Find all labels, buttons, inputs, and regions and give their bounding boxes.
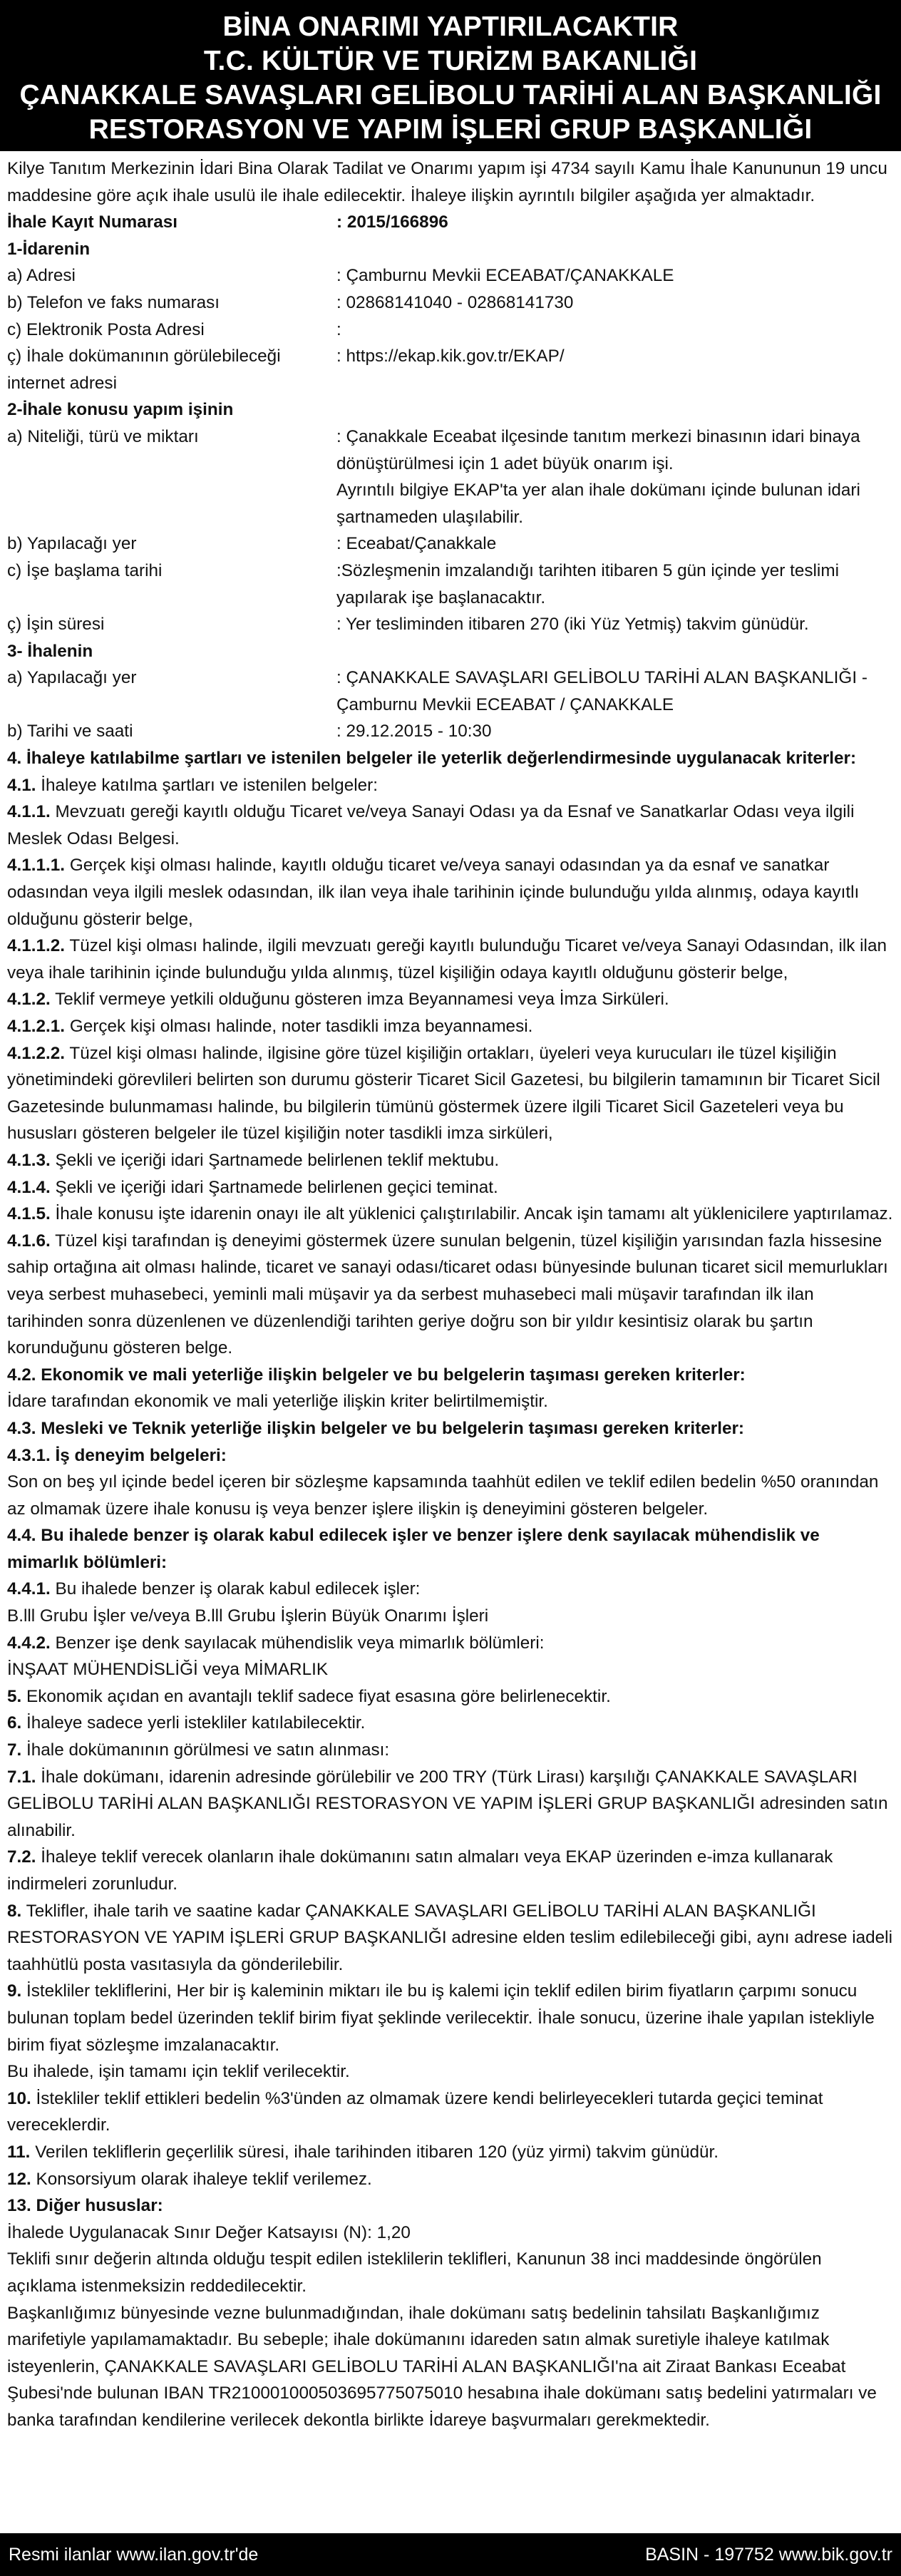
tender-location-row <box>7 664 894 718</box>
section-text: Konsorsiyum olarak ihaleye teklif verilemez. <box>31 2169 372 2189</box>
section-text: İhale dokümanı, idarenin adresinde görülebilir ve 200 TRY (Türk Lirası) karşılığı ÇANAKKALE SAVAŞLARI GELİBOLU TARİHİ ALAN BAŞKANLIĞI RESTORASYON VE YAPIM İŞLERİ GRUP BAŞKANLIĞI adresinden satın alınabilir. <box>7 1767 888 1840</box>
section-paragraph <box>7 1147 894 1174</box>
row-label: c) İşe başlama tarihi <box>7 560 163 580</box>
section-paragraph <box>7 2220 894 2247</box>
work-nature-row <box>7 424 894 530</box>
tender-registration-row <box>7 209 894 236</box>
section-paragraph <box>7 986 894 1013</box>
section-number: 4.1.4. <box>7 1177 51 1197</box>
registration-value: : 2015/166896 <box>336 212 448 232</box>
section-number: 4.4.2. <box>7 1633 51 1653</box>
section-paragraph <box>7 852 894 933</box>
section-number: 10. <box>7 2088 31 2108</box>
section-text: 4.2. Ekonomik ve mali yeterliğe ilişkin belgeler ve bu belgelerin taşıması gereken kriterler: <box>7 1365 746 1385</box>
row-label: b) Tarihi ve saati <box>7 722 133 742</box>
section-number: 4.1.2. <box>7 990 51 1010</box>
section-paragraph <box>7 2058 894 2085</box>
section-paragraph <box>7 1415 894 1442</box>
section-paragraph <box>7 1362 894 1389</box>
section-paragraph <box>7 1683 894 1710</box>
section-text: İhaleye katılma şartları ve istenilen belgeler: <box>36 775 378 795</box>
section-paragraph <box>7 1898 894 1979</box>
section-number: 5. <box>7 1686 22 1706</box>
notice-footer <box>0 2533 901 2576</box>
section-paragraph <box>7 1013 894 1040</box>
header-line-1: BİNA ONARIMI YAPTIRILACAKTIR <box>222 11 679 42</box>
section-number: 4.1.1. <box>7 802 51 822</box>
section-number: 12. <box>7 2169 31 2189</box>
section-text: Son on beş yıl içinde bedel içeren bir sözleşme kapsamında taahhüt edilen ve teklif edilen bedelin %50 oranından az olmamak üzere ihale konusu iş veya benzer işlere ilişkin iş deneyimini gösteren belgeler. <box>7 1472 879 1519</box>
section-paragraph <box>7 1040 894 1147</box>
section-text: Tüzel kişi olması halinde, ilgisine göre tüzel kişiliğin ortakları, üyeleri veya kurucuları ile tüzel kişiliğin yönetimindeki görevlileri belirten son durumu gösterir Ticaret Sicil Gazetesi, bu bilgilerin tamamının bir Ticaret Sicil Gazetesinde bulunmaması halinde, bu bilgilerin tümünü göstermek üzere ilgili Ticaret Sicil Gazeteleri veya bu hususları gösteren belgeler ile tüzel kişiliğin noter tasdikli imza sirküleri, <box>7 1043 880 1144</box>
section-text: İdare tarafından ekonomik ve mali yeterliğe ilişkin kriter belirtilmemiştir. <box>7 1392 548 1412</box>
section-paragraph <box>7 772 894 799</box>
row-label: b) Telefon ve faks numarası <box>7 292 220 312</box>
header-line-4: RESTORASYON VE YAPIM İŞLERİ GRUP BAŞKANLIĞI <box>88 114 813 145</box>
section-paragraph <box>7 1174 894 1201</box>
section-paragraph <box>7 2139 894 2166</box>
section-text: Verilen tekliflerin geçerlilik süresi, ihale tarihinden itibaren 120 (yüz yirmi) takvim günüdür. <box>30 2142 719 2162</box>
work-nature-note: Ayrıntılı bilgiye EKAP'ta yer alan ihale dokümanı içinde bulunan idari şartnameden ulaşılabilir. <box>336 481 860 527</box>
section-text: Tüzel kişi olması halinde, ilgili mevzuatı gereği kayıtlı bulunduğu Ticaret ve/veya Sanayi Odasından, ilk ilan veya ihale tarihinin içinde bulunduğu yılda alınmış, tüzel kişiliğin odaya kayıtlı olduğunu gösterir belge, <box>7 936 887 982</box>
section-number: 4.1.1.2. <box>7 936 66 956</box>
section-paragraph <box>7 1656 894 1683</box>
section-paragraph <box>7 2192 894 2220</box>
row-label: b) Yapılacağı yer <box>7 534 137 554</box>
header-line-3: ÇANAKKALE SAVAŞLARI GELİBOLU TARİHİ ALAN BAŞKANLIĞI <box>19 80 882 111</box>
conditions-sections <box>7 745 894 2433</box>
section-paragraph <box>7 799 894 852</box>
section-paragraph <box>7 1844 894 1897</box>
section-text: İNŞAAT MÜHENDİSLİĞİ veya MİMARLIK <box>7 1660 329 1680</box>
work-heading: 2-İhale konusu yapım işinin <box>7 400 234 420</box>
section-text: Teklifler, ihale tarih ve saatine kadar ÇANAKKALE SAVAŞLARI GELİBOLU TARİHİ ALAN BAŞKANLIĞI RESTORASYON VE YAPIM İŞLERİ GRUP BAŞKANLIĞI adresine elden teslim edilebileceği gibi, aynı adrese iadeli taahhütlü posta vasıtasıyla da gönderilebilir. <box>7 1901 892 1974</box>
section-paragraph <box>7 1201 894 1228</box>
row-value: : https://ekap.kik.gov.tr/EKAP/ <box>336 347 565 366</box>
section-paragraph <box>7 933 894 986</box>
section-number: 4.1.2.1. <box>7 1017 66 1036</box>
section-text: Benzer işe denk sayılacak mühendislik veya mimarlık bölümleri: <box>50 1633 545 1653</box>
row-value: : 29.12.2015 - 10:30 <box>336 722 492 742</box>
row-label: ç) İhale dokümanının görülebileceği internet adresi <box>7 347 281 393</box>
section-number: 4.4.1. <box>7 1579 51 1599</box>
section-text: 13. Diğer hususlar: <box>7 2196 163 2216</box>
section-paragraph <box>7 745 894 772</box>
section-text: Bu ihalede, işin tamamı için teklif verilecektir. <box>7 2062 350 2082</box>
row-label: c) Elektronik Posta Adresi <box>7 319 205 339</box>
administration-heading: 1-İdarenin <box>7 239 91 259</box>
section-paragraph <box>7 1228 894 1362</box>
section-text: Şekli ve içeriği idari Şartnamede belirlenen teklif mektubu. <box>50 1150 500 1170</box>
section-text: Teklifi sınır değerin altında olduğu tespit edilen isteklilerin teklifleri, Kanunun 38 inci maddesinde öngörülen açıklama istenmeksizin reddedilecektir. <box>7 2249 822 2296</box>
footer-left-text: Resmi ilanlar www.ilan.gov.tr'de <box>9 2545 259 2565</box>
row-value <box>336 424 894 530</box>
section-text: Ekonomik açıdan en avantajlı teklif sadece fiyat esasına göre belirlenecektir. <box>21 1686 611 1706</box>
section-text: Teklif vermeye yetkili olduğunu gösteren imza Beyannamesi veya İmza Sirküleri. <box>50 990 669 1010</box>
section-paragraph <box>7 1469 894 1522</box>
work-location-row <box>7 530 894 558</box>
section-number: 4.1.5. <box>7 1204 51 1224</box>
section-text: Gerçek kişi olması halinde, kayıtlı olduğu ticaret ve/veya sanayi odasından ya da esnaf ve sanatkar odasından veya ilgili meslek odasından, ilk ilan veya ihale tarihinin içinde bulunduğu yılda alınmış, odaya kayıtlı olduğunu gösterir belge, <box>7 856 860 929</box>
row-label: a) Adresi <box>7 266 76 286</box>
tender-date-row <box>7 718 894 745</box>
section-text: İhaleye sadece yerli istekliler katılabilecektir. <box>21 1713 366 1733</box>
registration-label: İhale Kayıt Numarası <box>7 212 178 232</box>
section-text: 4.4. Bu ihalede benzer iş olarak kabul edilecek işler ve benzer işlere denk sayılacak mühendislik ve mimarlık bölümleri: <box>7 1526 820 1572</box>
intro-paragraph: Kilye Tanıtım Merkezinin İdari Bina Olarak Tadilat ve Onarımı yapım işi 4734 sayılı Kamu İhale Kanununun 19 uncu maddesine göre açık ihale usulü ile ihale edilecektir. İhaleye ilişkin ayrıntılı bilgiler aşağıda yer almaktadır. <box>7 159 887 205</box>
section-number: 4.1.3. <box>7 1150 51 1170</box>
section-text: Gerçek kişi olması halinde, noter tasdikli imza beyannamesi. <box>65 1017 533 1036</box>
notice-body <box>7 155 894 2515</box>
work-nature-value: : Çanakkale Eceabat ilçesinde tanıtım merkezi binasının idari binaya dönüştürülmesi için 1 adet büyük onarım işi. <box>336 426 860 473</box>
row-value: : Çamburnu Mevkii ECEABAT/ÇANAKKALE <box>336 266 674 286</box>
section-text: Mevzuatı gereği kayıtlı olduğu Ticaret ve/veya Sanayi Odası ya da Esnaf ve Sanatkarlar Odası veya ilgili Meslek Odası Belgesi. <box>7 802 855 848</box>
section-paragraph <box>7 1737 894 1764</box>
section-text: 4. İhaleye katılabilme şartları ve istenilen belgeler ile yeterlik değerlendirmesinde uygulanacak kriterler: <box>7 749 857 769</box>
section-paragraph <box>7 1603 894 1630</box>
administration-address-row <box>7 262 894 289</box>
row-value: : 02868141040 - 02868141730 <box>336 292 574 312</box>
row-value: : Eceabat/Çanakkale <box>336 534 497 554</box>
section-text: B.lll Grubu İşler ve/veya B.lll Grubu İşlerin Büyük Onarımı İşleri <box>7 1606 489 1626</box>
row-label: a) Yapılacağı yer <box>7 668 137 688</box>
section-paragraph <box>7 2166 894 2193</box>
section-paragraph <box>7 1522 894 1576</box>
section-paragraph <box>7 1978 894 2058</box>
section-text: Şekli ve içeriği idari Şartnamede belirlenen geçici teminat. <box>50 1177 498 1197</box>
footer-right-text: BASIN - 197752 www.bik.gov.tr <box>645 2545 892 2565</box>
section-paragraph <box>7 1388 894 1415</box>
notice-header <box>0 0 901 151</box>
section-text: İhalede Uygulanacak Sınır Değer Katsayısı (N): 1,20 <box>7 2222 411 2242</box>
section-text: İhale dokümanının görülmesi ve satın alınması: <box>21 1740 390 1760</box>
section-number: 4.1. <box>7 775 36 795</box>
section-paragraph <box>7 1764 894 1844</box>
section-paragraph <box>7 1576 894 1603</box>
row-label: a) Niteliği, türü ve miktarı <box>7 426 199 446</box>
work-duration-row <box>7 611 894 638</box>
section-text: Bu ihalede benzer iş olarak kabul edilecek işler: <box>50 1579 421 1599</box>
section-number: 4.1.1.1. <box>7 856 66 876</box>
work-start-row <box>7 558 894 611</box>
section-paragraph <box>7 1442 894 1469</box>
section-number: 11. <box>7 2142 31 2162</box>
section-text: Tüzel kişi tarafından iş deneyimi göstermek üzere sunulan belgenin, tüzel kişiliğin yarısından fazla hissesine sahip ortağına ait olması halinde, ticaret ve sanayi odası/ticaret odası bünyesinde bulunan ticaret sicil memurlukları veya serbest muhasebeci, yeminli mali müşavir ya da serbest muhasebeci mali müşavir tarafından ilk ilan tarihinden sonra düzenlenen ve düzenlendiği tarihten geriye doğru son bir yıldır kesintisiz olarak bu şartın korunduğunu gösteren belge. <box>7 1231 888 1358</box>
section-text: Başkanlığımız bünyesinde vezne bulunmadığından, ihale dokümanı satış bedelinin tahsilatı Başkanlığımız marifetiyle yapılamamaktadır. Bu sebeple; ihale dokümanını idareden satın almak suretiyle ihaleye katılmak isteyenlerin, ÇANAKKALE SAVAŞLARI GELİBOLU TARİHİ ALAN BAŞKANLIĞI'na ait Ziraat Bankası Eceabat Şubesi'nde bulunan IBAN TR210001000503695775075010 hesabına ihale dokümanı satış bedelini yatırmaları ve banka tarafından kendilerine verilecek dekontla birlikte İdareye başvurmaları gerekmektedir. <box>7 2303 877 2430</box>
tender-heading: 3- İhalenin <box>7 641 93 661</box>
section-number: 4.1.2.2. <box>7 1043 66 1063</box>
section-paragraph <box>7 2246 894 2299</box>
row-value: : ÇANAKKALE SAVAŞLARI GELİBOLU TARİHİ ALAN BAŞKANLIĞI - Çamburnu Mevkii ECEABAT / ÇANAKKALE <box>336 668 867 714</box>
section-number: 9. <box>7 1981 22 2001</box>
section-text: 4.3.1. İş deneyim belgeleri: <box>7 1445 227 1465</box>
section-number: 6. <box>7 1713 22 1733</box>
section-number: 7. <box>7 1740 22 1760</box>
section-text: İstekliler tekliflerini, Her bir iş kaleminin miktarı ile bu iş kalemi için teklif edilen birim fiyatların çarpımı sonucu bulunan toplam bedel üzerinden teklif birim fiyat şeklinde verilecektir. İhale sonucu, üzerine ihale yapılan istekliyle birim fiyat sözleşme imzalanacaktır. <box>7 1981 875 2055</box>
section-paragraph <box>7 1710 894 1737</box>
section-paragraph <box>7 2085 894 2139</box>
section-number: 8. <box>7 1901 22 1921</box>
administration-email-row <box>7 317 894 344</box>
section-text: 4.3. Mesleki ve Teknik yeterliğe ilişkin belgeler ve bu belgelerin taşıması gereken kriterler: <box>7 1418 745 1438</box>
administration-web-row <box>7 343 894 396</box>
row-value: : <box>336 319 341 339</box>
section-number: 7.2. <box>7 1847 36 1867</box>
header-line-2: T.C. KÜLTÜR VE TURİZM BAKANLIĞI <box>203 46 698 76</box>
section-text: İhaleye teklif verecek olanların ihale dokümanını satın almaları veya EKAP üzerinden e-imza kullanarak indirmeleri zorunludur. <box>7 1847 833 1894</box>
section-text: İhale konusu işte idarenin onayı ile alt yüklenici çalıştırılabilir. Ancak işin tamamı alt yüklenicilere yaptırılamaz. <box>50 1204 893 1224</box>
administration-phone-row <box>7 289 894 317</box>
section-paragraph <box>7 1630 894 1657</box>
row-value: : Yer tesliminden itibaren 270 (iki Yüz Yetmiş) takvim günüdür. <box>336 615 809 635</box>
section-number: 7.1. <box>7 1767 36 1787</box>
row-label: ç) İşin süresi <box>7 615 105 635</box>
section-paragraph <box>7 2300 894 2434</box>
row-value: :Sözleşmenin imzalandığı tarihten itibaren 5 gün içinde yer teslimi yapılarak işe başlanacaktır. <box>336 560 839 607</box>
section-text: İstekliler teklif ettikleri bedelin %3'ünden az olmamak üzere kendi belirleyecekleri tutarda geçici teminat vereceklerdir. <box>7 2088 823 2135</box>
section-number: 4.1.6. <box>7 1231 51 1251</box>
